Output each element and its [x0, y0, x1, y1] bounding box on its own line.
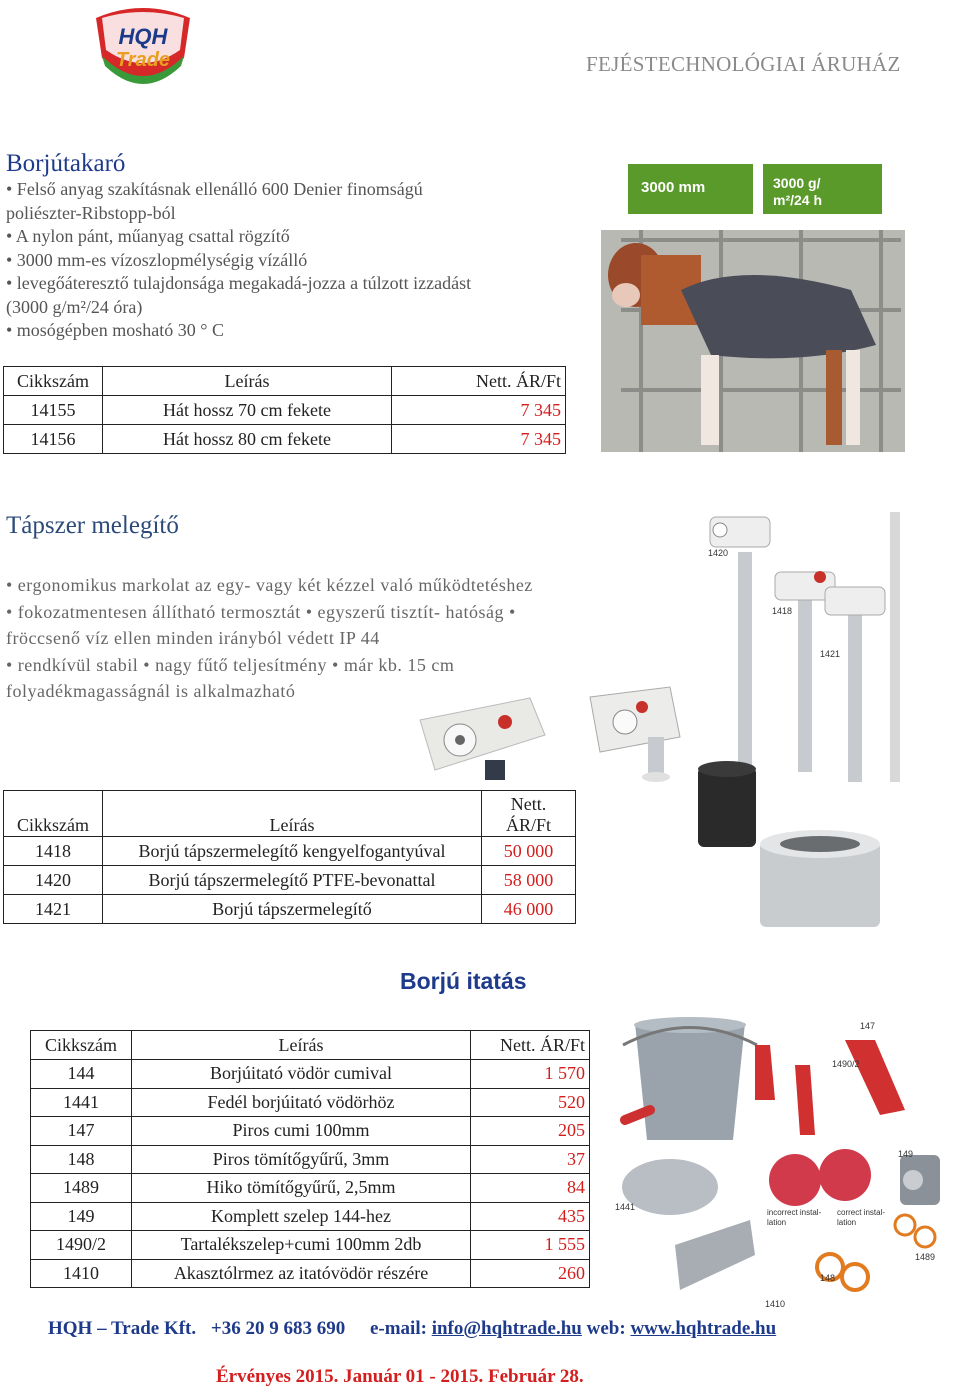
col-header-leiras: Leírás — [132, 1031, 471, 1060]
cell-code: 147 — [31, 1117, 132, 1146]
company-logo — [88, 4, 198, 96]
cell-code: 1410 — [31, 1259, 132, 1288]
cell-price: 205 — [471, 1117, 590, 1146]
table-row — [31, 1202, 590, 1231]
cell-code: 1490/2 — [31, 1231, 132, 1260]
phone-number: +36 20 9 683 690 — [210, 1318, 346, 1339]
col-header-ar-line2: ÁR/Ft — [505, 815, 552, 835]
section-title-borju-itatas: Borjú itatás — [400, 968, 527, 994]
product-label-1489: 1489 — [915, 1252, 936, 1262]
badge-breathable-line2: m²/24 h — [773, 192, 823, 208]
product-label-1421: 1421 — [820, 649, 841, 659]
table-row — [31, 1117, 590, 1146]
price-table-borju-itatas — [30, 1030, 590, 1288]
feature-line: • mosógépben mosható 30 ° C — [6, 320, 224, 340]
cell-code: 14155 — [4, 396, 103, 425]
cell-description: Piros tömítőgyűrű, 3mm — [132, 1145, 471, 1174]
feature-line: • levegőáteresztő tulajdonsága megakadá-jozza a túlzott izzadást — [6, 273, 472, 293]
cell-price: 37 — [471, 1145, 590, 1174]
col-header-ar: Nett. ÁR/Ft — [392, 367, 566, 396]
product-label-1418: 1418 — [772, 606, 793, 616]
cell-price: 435 — [471, 1202, 590, 1231]
website-link[interactable]: www.hqhtrade.hu — [630, 1318, 777, 1339]
cell-code: 1420 — [4, 866, 103, 895]
price-table-borjutakaro — [3, 366, 566, 454]
cell-description: Hiko tömítőgyűrű, 2,5mm — [132, 1174, 471, 1203]
cell-price: 50 000 — [482, 837, 576, 866]
cell-code: 1441 — [31, 1088, 132, 1117]
feature-list-borjutakaro — [6, 178, 566, 343]
table-row — [31, 1060, 590, 1089]
cell-price: 1 555 — [471, 1231, 590, 1260]
cell-description: Borjú tápszermelegítő kengyelfogantyúval — [103, 837, 482, 866]
caption-incorrect-2: lation — [767, 1218, 787, 1227]
cell-code: 1421 — [4, 895, 103, 924]
cell-description: Borjú tápszermelegítő PTFE-bevonattal — [103, 866, 482, 895]
price-table-tapszer-melegito — [3, 790, 576, 924]
feature-line: • Felső anyag szakításnak ellenálló 600 Denier finomságú — [6, 179, 423, 199]
cell-price: 7 345 — [392, 425, 566, 454]
product-label-1441: 1441 — [615, 1202, 636, 1212]
col-header-leiras: Leírás — [103, 791, 482, 837]
cell-code: 14156 — [4, 425, 103, 454]
cell-description: Akasztólrmez az itatóvödör részére — [132, 1259, 471, 1288]
feature-line: • A nylon pánt, műanyag csattal rögzítő — [6, 226, 290, 246]
caption-incorrect-1: incorrect instal- — [767, 1208, 822, 1217]
feature-line: poliészter-Ribstopp-ból — [6, 202, 176, 223]
col-header-cikkszam: Cikkszám — [4, 791, 103, 837]
cell-price: 520 — [471, 1088, 590, 1117]
calf-feeding-bucket-photo — [605, 1015, 955, 1315]
cell-code: 148 — [31, 1145, 132, 1174]
table-row — [4, 895, 576, 924]
col-header-ar-line1: Nett. — [510, 794, 547, 814]
email-label: e-mail: — [369, 1318, 427, 1339]
table-row — [4, 837, 576, 866]
table-row — [4, 425, 566, 454]
cell-code: 149 — [31, 1202, 132, 1231]
formula-heaters-photo — [580, 512, 900, 942]
cell-description: Hát hossz 70 cm fekete — [103, 396, 392, 425]
col-header-leiras: Leírás — [103, 367, 392, 396]
svg-text:Trade: Trade — [115, 49, 171, 71]
cell-description: Hát hossz 80 cm fekete — [103, 425, 392, 454]
table-row — [31, 1145, 590, 1174]
cell-price: 58 000 — [482, 866, 576, 895]
cell-code: 1489 — [31, 1174, 132, 1203]
feature-line: (3000 g/m²/24 óra) — [6, 296, 143, 317]
cell-description: Fedél borjúitató vödörhöz — [132, 1088, 471, 1117]
cell-code: 1418 — [4, 837, 103, 866]
col-header-cikkszam: Cikkszám — [4, 367, 103, 396]
cell-price: 7 345 — [392, 396, 566, 425]
footer-contact — [48, 1318, 776, 1340]
table-header-row — [31, 1031, 590, 1060]
product-label-149: 149 — [898, 1149, 914, 1159]
table-row — [31, 1259, 590, 1288]
section-title-borjutakaro: Borjútakaró — [6, 150, 126, 177]
thermostat-closeup-photo — [410, 690, 555, 780]
cell-description: Piros cumi 100mm — [132, 1117, 471, 1146]
feature-line: • fokozatmentesen állítható termosztát • egyszerű tisztít- hatóság • — [6, 601, 516, 622]
feature-line: • rendkívül stabil • nagy fűtő teljesítmény • már kb. 15 cm — [6, 654, 455, 675]
email-link[interactable]: info@hqhtrade.hu — [431, 1318, 582, 1339]
table-row — [4, 866, 576, 895]
feature-line: • 3000 mm-es vízoszlopmélységig vízálló — [6, 249, 308, 270]
cell-price: 84 — [471, 1174, 590, 1203]
store-title: FEJÉSTECHNOLÓGIAI ÁRUHÁZ — [586, 52, 901, 76]
table-header-row — [4, 791, 576, 837]
cell-price: 260 — [471, 1259, 590, 1288]
cell-description: Tartalékszelep+cumi 100mm 2db — [132, 1231, 471, 1260]
col-header-ar: Nett. ÁR/Ft — [471, 1031, 590, 1060]
table-row — [31, 1088, 590, 1117]
cell-code: 144 — [31, 1060, 132, 1089]
caption-correct-2: lation — [837, 1218, 857, 1227]
company-name: HQH – Trade Kft. — [48, 1318, 197, 1339]
feature-line: fröccsenő víz ellen minden irányból védett IP 44 — [6, 628, 380, 648]
table-row — [31, 1231, 590, 1260]
product-label-148: 148 — [820, 1273, 836, 1283]
validity-notice: Érvényes 2015. Január 01 - 2015. Február 28. — [216, 1366, 584, 1387]
badge-waterproof: 3000 mm — [641, 179, 706, 196]
table-row — [4, 396, 566, 425]
cell-price: 1 570 — [471, 1060, 590, 1089]
section-title-tapszer-melegito: Tápszer melegítő — [6, 512, 179, 539]
table-header-row — [4, 367, 566, 396]
product-label-1410: 1410 — [765, 1299, 786, 1309]
product-label-147: 147 — [860, 1021, 876, 1031]
cell-description: Borjúitató vödör cumival — [132, 1060, 471, 1089]
product-label-1490-2: 1490/2 — [832, 1059, 860, 1069]
feature-line: folyadékmagasságnál is alkalmazható — [6, 681, 296, 701]
cell-price: 46 000 — [482, 895, 576, 924]
web-label: web: — [586, 1318, 626, 1339]
table-row — [31, 1174, 590, 1203]
caption-correct-1: correct instal- — [837, 1208, 886, 1217]
svg-text:HQH: HQH — [118, 24, 168, 49]
badge-breathable-line1: 3000 g/ — [773, 175, 821, 191]
col-header-ar — [482, 791, 576, 837]
feature-line: • ergonomikus markolat az egy- vagy két kézzel való működtetéshez — [6, 575, 533, 595]
cell-description: Komplett szelep 144-hez — [132, 1202, 471, 1231]
cell-description: Borjú tápszermelegítő — [103, 895, 482, 924]
product-label-1420: 1420 — [708, 548, 729, 558]
calf-blanket-photo — [601, 160, 905, 452]
col-header-cikkszam: Cikkszám — [31, 1031, 132, 1060]
